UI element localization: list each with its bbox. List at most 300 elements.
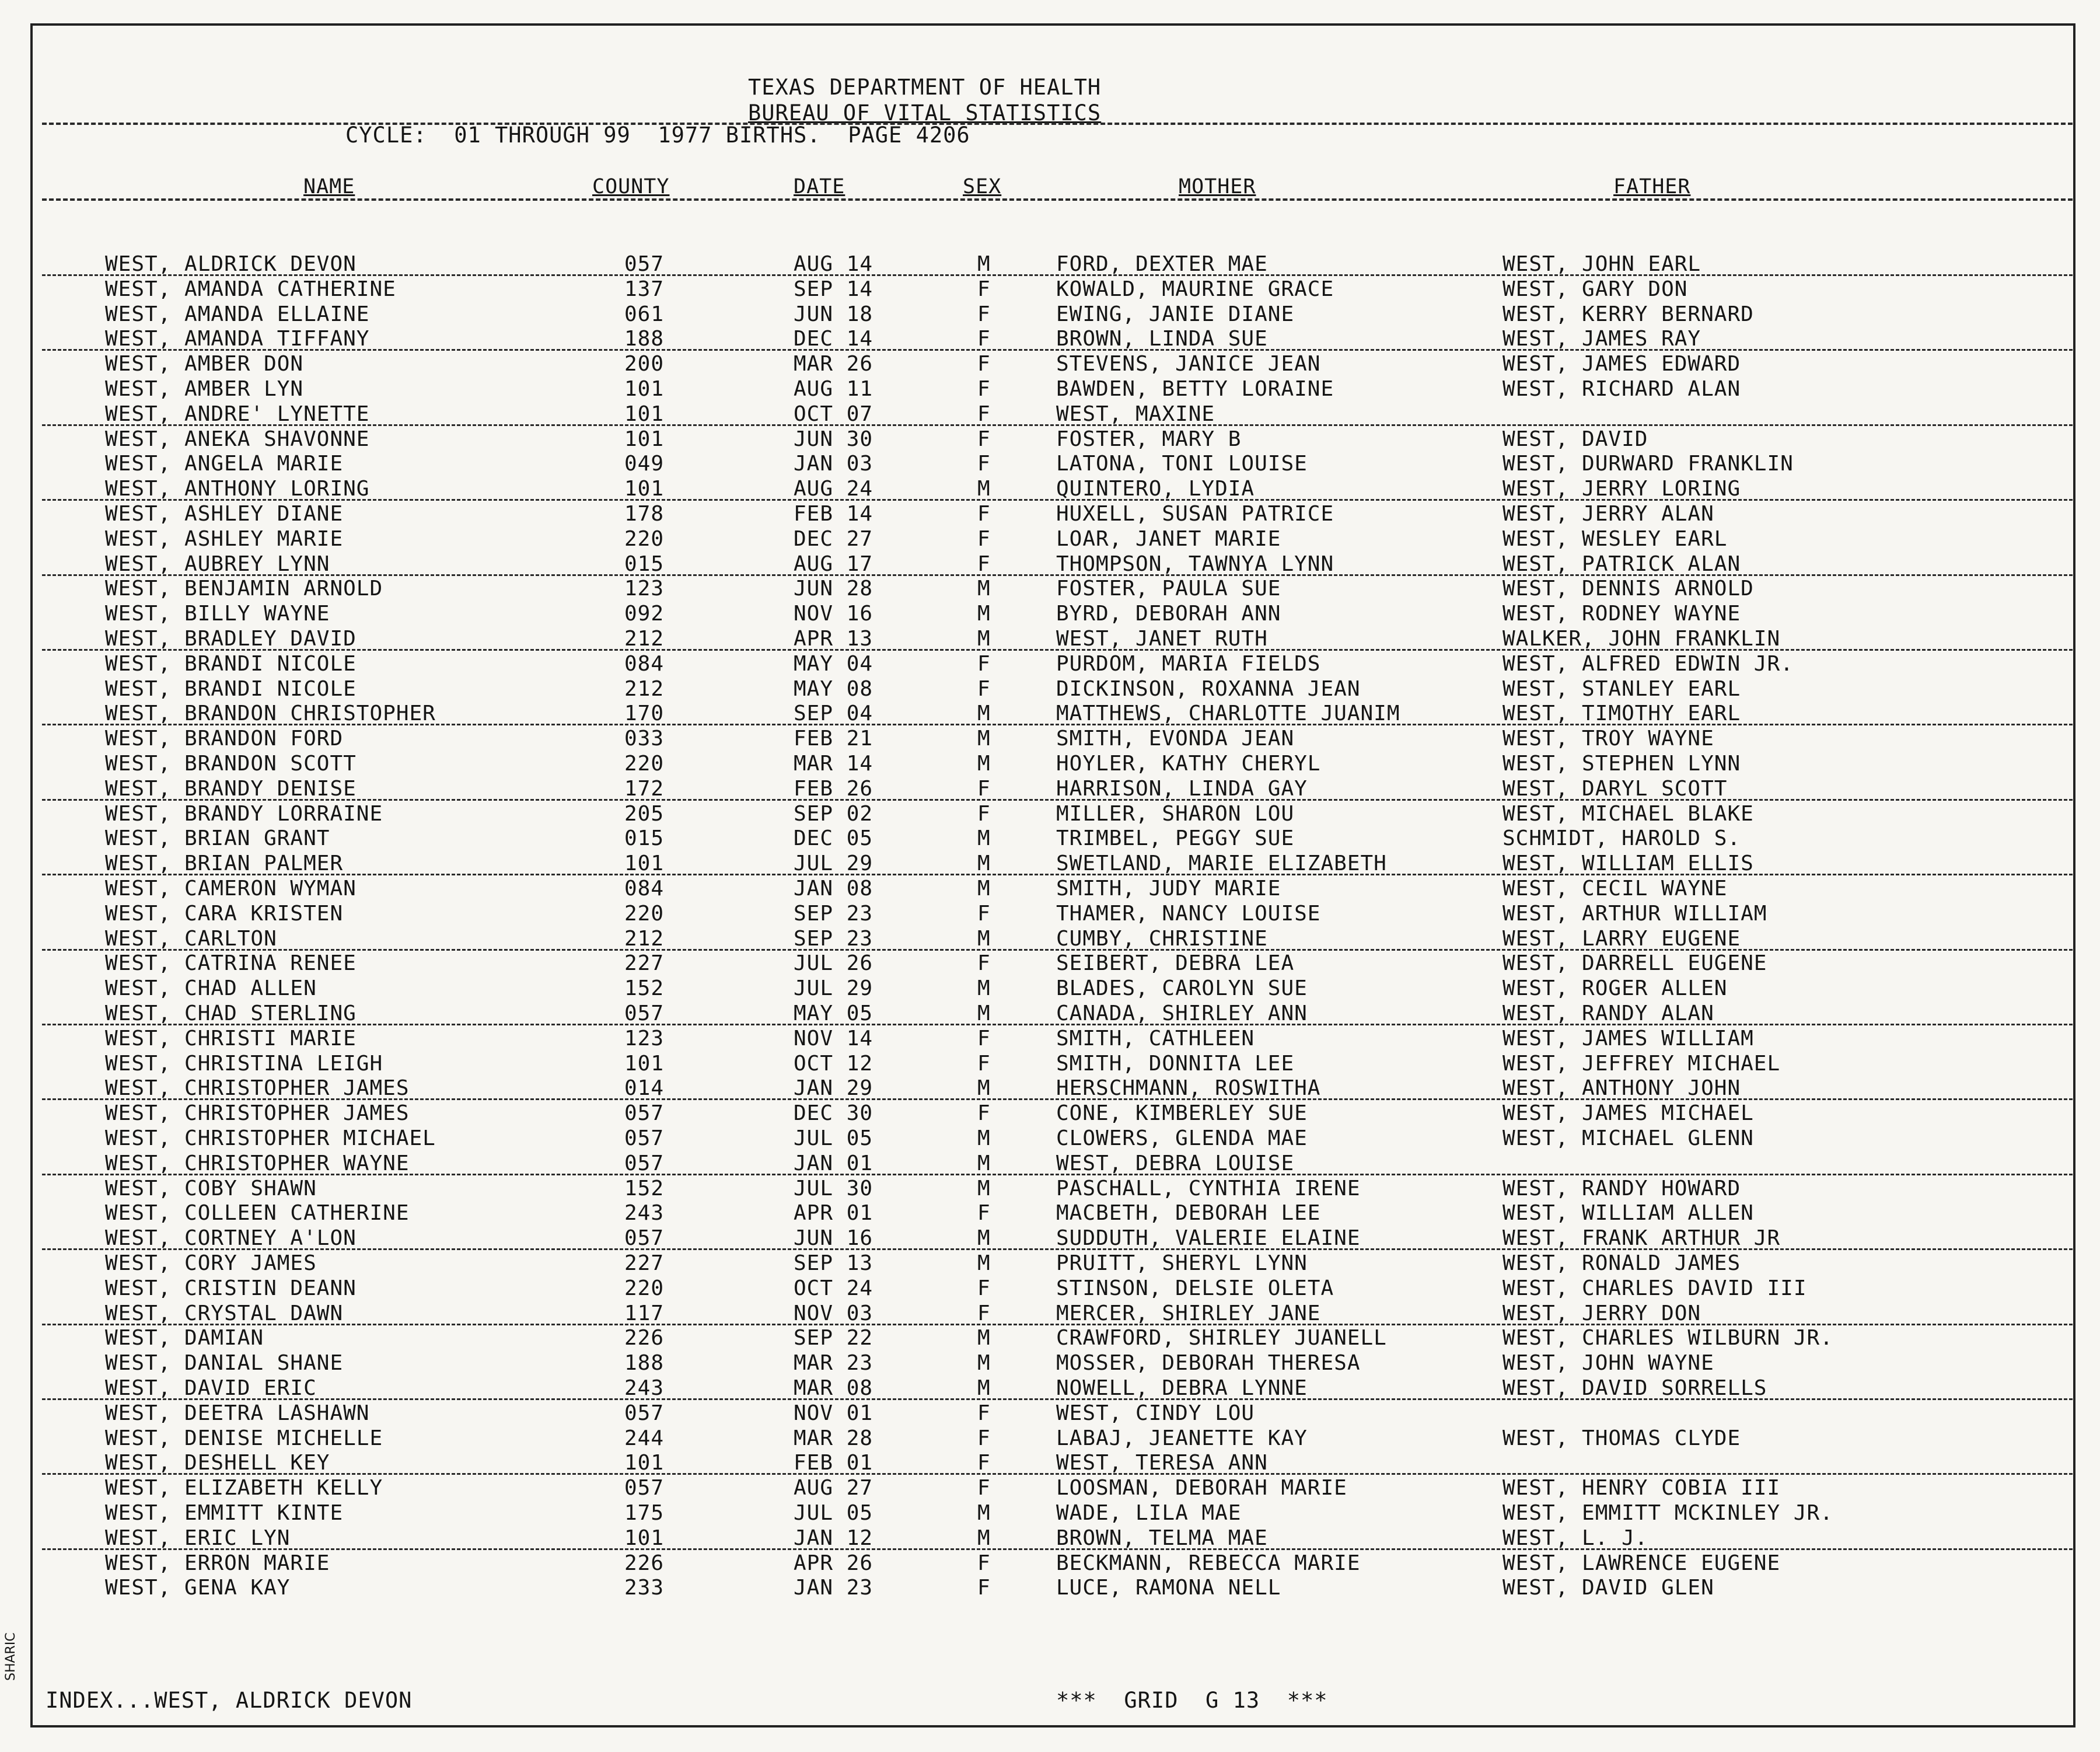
record-row [0,1251,2100,1276]
record-mother: PASCHALL, CYNTHIA IRENE [1056,1176,1361,1200]
record-father: WEST, JERRY DON [1503,1301,1701,1325]
record-name: WEST, BRIAN GRANT [105,826,330,851]
record-county: 061 [624,302,665,326]
record-row [0,302,2100,327]
record-sex: F [977,651,991,676]
record-sex: M [977,877,991,901]
record-mother: SMITH, CATHLEEN [1056,1026,1255,1050]
record-sex: M [977,1126,991,1150]
record-name: WEST, CHRISTINA LEIGH [105,1051,383,1076]
record-sex: F [977,352,991,376]
record-county: 057 [624,252,665,276]
record-date: JUL 26 [794,951,873,976]
record-mother: EWING, JANIE DIANE [1056,302,1295,326]
record-father: WEST, DARRELL EUGENE [1503,951,1767,976]
record-sex: M [977,1501,991,1525]
row-group-rule [42,1548,2073,1550]
record-county: 188 [624,1351,665,1376]
record-row [0,552,2100,577]
record-row [0,477,2100,502]
record-mother: HUXELL, SUSAN PATRICE [1056,502,1334,526]
record-date: NOV 03 [794,1301,873,1325]
record-row [0,1101,2100,1126]
row-group-rule [42,1098,2073,1100]
record-row [0,652,2100,677]
record-row [0,976,2100,1001]
record-sex: F [977,1576,991,1600]
record-county: 101 [624,427,665,451]
record-sex: M [977,627,991,651]
record-mother: HARRISON, LINDA GAY [1056,776,1308,801]
record-date: SEP 23 [794,901,873,926]
record-father: WEST, LAWRENCE EUGENE [1503,1551,1781,1575]
record-father: WEST, L. J. [1503,1526,1648,1550]
record-row [0,402,2100,427]
record-name: WEST, AMANDA CATHERINE [105,277,396,301]
record-date: JUL 05 [794,1126,873,1150]
record-father: WALKER, JOHN FRANKLIN [1503,627,1781,651]
record-name: WEST, CHAD ALLEN [105,976,317,1001]
record-mother: LOOSMAN, DEBORAH MARIE [1056,1476,1347,1500]
record-date: SEP 13 [794,1251,873,1275]
record-father: WEST, DARYL SCOTT [1503,776,1728,801]
record-county: 200 [624,352,665,376]
record-name: WEST, AUBREY LYNN [105,552,330,576]
record-father: WEST, GARY DON [1503,277,1688,301]
record-father: WEST, JAMES RAY [1503,327,1701,351]
record-date: FEB 26 [794,776,873,801]
record-row [0,1226,2100,1251]
record-father: WEST, KERRY BERNARD [1503,302,1754,326]
record-date: APR 26 [794,1551,873,1575]
record-date: APR 13 [794,627,873,651]
record-date: DEC 27 [794,526,873,551]
record-county: 057 [624,1226,665,1251]
record-county: 057 [624,1126,665,1150]
row-group-rule [42,424,2073,426]
record-name: WEST, DAMIAN [105,1326,264,1350]
record-name: WEST, ASHLEY MARIE [105,526,344,551]
record-date: MAR 28 [794,1426,873,1450]
record-father: WEST, CHARLES WILBURN JR. [1503,1326,1833,1350]
row-group-rule [42,274,2073,276]
column-header-rule [42,198,2073,201]
record-row [0,677,2100,702]
record-sex: F [977,951,991,976]
record-mother: MILLER, SHARON LOU [1056,801,1295,826]
record-name: WEST, CHRISTOPHER JAMES [105,1076,410,1101]
record-county: 101 [624,402,665,426]
record-row [0,1276,2100,1301]
record-row [0,777,2100,802]
record-county: 049 [624,452,665,476]
record-county: 101 [624,377,665,401]
record-mother: WADE, LILA MAE [1056,1501,1242,1525]
record-mother: WEST, CINDY LOU [1056,1401,1255,1425]
record-sex: M [977,252,991,276]
record-mother: DICKINSON, ROXANNA JEAN [1056,676,1361,701]
record-father: WEST, RICHARD ALAN [1503,377,1741,401]
record-name: WEST, BRANDI NICOLE [105,651,357,676]
record-father: WEST, FRANK ARTHUR JR [1503,1226,1781,1251]
record-name: WEST, AMBER LYN [105,377,304,401]
row-group-rule [42,874,2073,875]
row-group-rule [42,799,2073,801]
record-father: WEST, ARTHUR WILLIAM [1503,901,1767,926]
record-sex: M [977,851,991,876]
record-county: 233 [624,1576,665,1600]
record-mother: KOWALD, MAURINE GRACE [1056,277,1334,301]
record-mother: FORD, DEXTER MAE [1056,252,1268,276]
record-county: 212 [624,926,665,951]
record-county: 227 [624,1251,665,1275]
record-row [0,752,2100,777]
record-sex: M [977,976,991,1001]
record-date: JUL 29 [794,976,873,1001]
record-county: 244 [624,1426,665,1450]
record-county: 152 [624,976,665,1001]
record-mother: MATTHEWS, CHARLOTTE JUANIM [1056,702,1400,726]
row-group-rule [42,1398,2073,1400]
column-header-father: FATHER [1613,175,1691,198]
record-sex: M [977,1326,991,1350]
agency-title: TEXAS DEPARTMENT OF HEALTH [748,75,1102,100]
row-group-rule [42,724,2073,725]
record-row [0,927,2100,952]
record-sex: M [977,1376,991,1400]
record-name: WEST, ANEKA SHAVONNE [105,427,370,451]
record-county: 101 [624,477,665,501]
record-row [0,826,2100,851]
record-name: WEST, ELIZABETH KELLY [105,1476,383,1500]
record-father: WEST, JOHN WAYNE [1503,1351,1714,1376]
record-county: 123 [624,577,665,601]
record-sex: F [977,502,991,526]
record-mother: LUCE, RAMONA NELL [1056,1576,1281,1600]
record-date: MAY 05 [794,1001,873,1025]
record-row [0,1301,2100,1327]
record-sex: F [977,277,991,301]
record-mother: MERCER, SHIRLEY JANE [1056,1301,1321,1325]
record-date: OCT 12 [794,1051,873,1076]
record-row [0,1126,2100,1151]
record-mother: QUINTERO, LYDIA [1056,477,1255,501]
record-county: 227 [624,951,665,976]
record-name: WEST, CRISTIN DEANN [105,1276,357,1300]
record-mother: SMITH, EVONDA JEAN [1056,727,1295,751]
row-group-rule [42,949,2073,951]
record-sex: F [977,1551,991,1575]
record-name: WEST, DENISE MICHELLE [105,1426,383,1450]
record-sex: M [977,1176,991,1200]
cycle-line: CYCLE: 01 THROUGH 99 1977 BIRTHS. PAGE 4206 [345,123,970,148]
record-mother: CUMBY, CHRISTINE [1056,926,1268,951]
record-date: MAR 26 [794,352,873,376]
record-father: WEST, JERRY ALAN [1503,502,1714,526]
record-row [0,1451,2100,1476]
record-row [0,527,2100,552]
record-name: WEST, BRANDON CHRISTOPHER [105,702,436,726]
record-row [0,1501,2100,1526]
record-sex: F [977,552,991,576]
record-date: JAN 29 [794,1076,873,1101]
record-mother: NOWELL, DEBRA LYNNE [1056,1376,1308,1400]
record-county: 057 [624,1401,665,1425]
column-header-county: COUNTY [592,175,670,198]
record-father: WEST, JERRY LORING [1503,477,1741,501]
row-group-rule [42,1248,2073,1250]
record-father: WEST, MICHAEL BLAKE [1503,801,1754,826]
record-father: WEST, CHARLES DAVID III [1503,1276,1807,1300]
record-father: WEST, DENNIS ARNOLD [1503,577,1754,601]
record-county: 175 [624,1501,665,1525]
record-name: WEST, DEETRA LASHAWN [105,1401,370,1425]
record-date: JUN 16 [794,1226,873,1251]
record-county: 243 [624,1201,665,1226]
record-sex: F [977,1101,991,1126]
record-date: MAY 08 [794,676,873,701]
record-row [0,352,2100,377]
record-row [0,1151,2100,1177]
record-mother: SUDDUTH, VALERIE ELAINE [1056,1226,1361,1251]
record-name: WEST, AMBER DON [105,352,304,376]
record-row [0,1526,2100,1551]
record-sex: M [977,926,991,951]
record-date: NOV 16 [794,602,873,626]
record-mother: THOMPSON, TAWNYA LYNN [1056,552,1334,576]
record-county: 205 [624,801,665,826]
record-row [0,1177,2100,1202]
record-father: WEST, DAVID GLEN [1503,1576,1714,1600]
record-name: WEST, CHRISTOPHER JAMES [105,1101,410,1126]
record-row [0,327,2100,352]
record-date: APR 01 [794,1201,873,1226]
record-mother: CLOWERS, GLENDA MAE [1056,1126,1308,1150]
record-father: WEST, MICHAEL GLENN [1503,1126,1754,1150]
record-row [0,877,2100,902]
record-county: 212 [624,627,665,651]
record-date: JAN 23 [794,1576,873,1600]
record-mother: MACBETH, DEBORAH LEE [1056,1201,1321,1226]
record-sex: F [977,302,991,326]
record-row [0,851,2100,877]
record-name: WEST, BRANDI NICOLE [105,676,357,701]
record-county: 101 [624,851,665,876]
record-father: WEST, DURWARD FRANKLIN [1503,452,1794,476]
record-row [0,277,2100,302]
record-date: FEB 01 [794,1451,873,1475]
record-row [0,252,2100,277]
record-date: OCT 07 [794,402,873,426]
record-name: WEST, ANDRE' LYNETTE [105,402,370,426]
record-mother: THAMER, NANCY LOUISE [1056,901,1321,926]
record-county: 220 [624,901,665,926]
record-mother: BYRD, DEBORAH ANN [1056,602,1281,626]
record-name: WEST, ALDRICK DEVON [105,252,357,276]
record-sex: F [977,1451,991,1475]
record-date: DEC 05 [794,826,873,851]
record-date: FEB 14 [794,502,873,526]
record-date: AUG 17 [794,552,873,576]
record-mother: LATONA, TONI LOUISE [1056,452,1308,476]
record-name: WEST, CHRISTOPHER MICHAEL [105,1126,436,1150]
record-father: WEST, DAVID [1503,427,1648,451]
record-name: WEST, ANGELA MARIE [105,452,344,476]
record-county: 101 [624,1526,665,1550]
record-date: AUG 14 [794,252,873,276]
record-county: 137 [624,277,665,301]
margin-stamp: SHARIC [4,1632,18,1681]
record-row [0,1052,2100,1077]
record-county: 057 [624,1476,665,1500]
record-sex: F [977,1051,991,1076]
record-name: WEST, ERRON MARIE [105,1551,330,1575]
row-group-rule [42,574,2073,576]
record-row [0,1001,2100,1027]
record-county: 101 [624,1051,665,1076]
record-date: SEP 04 [794,702,873,726]
record-mother: BLADES, CAROLYN SUE [1056,976,1308,1001]
record-date: OCT 24 [794,1276,873,1300]
record-row [0,627,2100,652]
record-row [0,1351,2100,1376]
record-father: WEST, RONALD JAMES [1503,1251,1741,1275]
record-mother: SEIBERT, DEBRA LEA [1056,951,1295,976]
record-date: NOV 01 [794,1401,873,1425]
record-sex: F [977,1201,991,1226]
record-mother: HERSCHMANN, ROSWITHA [1056,1076,1321,1101]
record-row [0,727,2100,752]
record-date: NOV 14 [794,1026,873,1050]
record-county: 101 [624,1451,665,1475]
record-row [0,1326,2100,1351]
record-sex: F [977,1276,991,1300]
record-father: WEST, TROY WAYNE [1503,727,1714,751]
column-header-mother: MOTHER [1179,175,1256,198]
row-group-rule [42,1473,2073,1475]
record-mother: MOSSER, DEBORAH THERESA [1056,1351,1361,1376]
record-county: 226 [624,1326,665,1350]
record-father: WEST, WILLIAM ELLIS [1503,851,1754,876]
record-row [0,1376,2100,1401]
record-sex: F [977,801,991,826]
record-sex: M [977,752,991,776]
record-name: WEST, CARLTON [105,926,277,951]
record-name: WEST, CORY JAMES [105,1251,317,1275]
record-mother: BECKMANN, REBECCA MARIE [1056,1551,1361,1575]
record-row [0,1401,2100,1426]
column-header-sex: SEX [963,175,1002,198]
grid-footer: *** GRID G 13 *** [1056,1688,1328,1713]
record-mother: TRIMBEL, PEGGY SUE [1056,826,1295,851]
record-date: SEP 22 [794,1326,873,1350]
record-date: SEP 02 [794,801,873,826]
record-sex: F [977,901,991,926]
record-row [0,1551,2100,1576]
record-county: 057 [624,1001,665,1025]
record-sex: M [977,477,991,501]
record-row [0,1576,2100,1601]
record-date: JUL 30 [794,1176,873,1200]
record-mother: BROWN, TELMA MAE [1056,1526,1268,1550]
record-father: WEST, JAMES MICHAEL [1503,1101,1754,1126]
record-sex: F [977,1301,991,1325]
record-name: WEST, CORTNEY A'LON [105,1226,357,1251]
record-mother: WEST, JANET RUTH [1056,627,1268,651]
record-mother: WEST, DEBRA LOUISE [1056,1151,1295,1175]
record-father: WEST, RANDY ALAN [1503,1001,1714,1025]
record-county: 178 [624,502,665,526]
record-county: 152 [624,1176,665,1200]
record-sex: F [977,776,991,801]
record-name: WEST, EMMITT KINTE [105,1501,344,1525]
row-group-rule [42,349,2073,351]
record-name: WEST, CATRINA RENEE [105,951,357,976]
record-county: 172 [624,776,665,801]
record-father: WEST, ALFRED EDWIN JR. [1503,651,1794,676]
record-name: WEST, BENJAMIN ARNOLD [105,577,383,601]
record-mother: STEVENS, JANICE JEAN [1056,352,1321,376]
record-father: WEST, HENRY COBIA III [1503,1476,1781,1500]
record-row [0,702,2100,727]
record-county: 084 [624,651,665,676]
record-name: WEST, AMANDA TIFFANY [105,327,370,351]
record-sex: M [977,577,991,601]
record-name: WEST, COLLEEN CATHERINE [105,1201,410,1226]
record-sex: F [977,452,991,476]
record-county: 220 [624,1276,665,1300]
record-father: WEST, TIMOTHY EARL [1503,702,1741,726]
record-row [0,502,2100,527]
record-name: WEST, DANIAL SHANE [105,1351,344,1376]
record-mother: HOYLER, KATHY CHERYL [1056,752,1321,776]
record-mother: FOSTER, PAULA SUE [1056,577,1281,601]
record-name: WEST, BRANDY DENISE [105,776,357,801]
record-row [0,1426,2100,1451]
record-mother: STINSON, DELSIE OLETA [1056,1276,1334,1300]
record-mother: WEST, MAXINE [1056,402,1215,426]
record-sex: M [977,1076,991,1101]
record-row [0,602,2100,627]
record-date: JAN 03 [794,452,873,476]
record-county: 015 [624,826,665,851]
record-mother: PURDOM, MARIA FIELDS [1056,651,1321,676]
record-county: 226 [624,1551,665,1575]
record-row [0,452,2100,477]
record-mother: BAWDEN, BETTY LORAINE [1056,377,1334,401]
record-date: JAN 08 [794,877,873,901]
record-mother: LABAJ, JEANETTE KAY [1056,1426,1308,1450]
record-sex: M [977,727,991,751]
record-sex: M [977,1151,991,1175]
record-name: WEST, DESHELL KEY [105,1451,330,1475]
record-name: WEST, ASHLEY DIANE [105,502,344,526]
record-date: AUG 24 [794,477,873,501]
record-father: WEST, JAMES WILLIAM [1503,1026,1754,1050]
record-name: WEST, CRYSTAL DAWN [105,1301,344,1325]
record-county: 014 [624,1076,665,1101]
record-name: WEST, ERIC LYN [105,1526,291,1550]
record-county: 057 [624,1151,665,1175]
record-sex: F [977,427,991,451]
record-county: 015 [624,552,665,576]
column-header-name: NAME [303,175,355,198]
record-mother: FOSTER, MARY B [1056,427,1242,451]
record-date: JAN 01 [794,1151,873,1175]
record-name: WEST, COBY SHAWN [105,1176,317,1200]
record-county: 220 [624,526,665,551]
record-name: WEST, BRANDY LORRAINE [105,801,383,826]
